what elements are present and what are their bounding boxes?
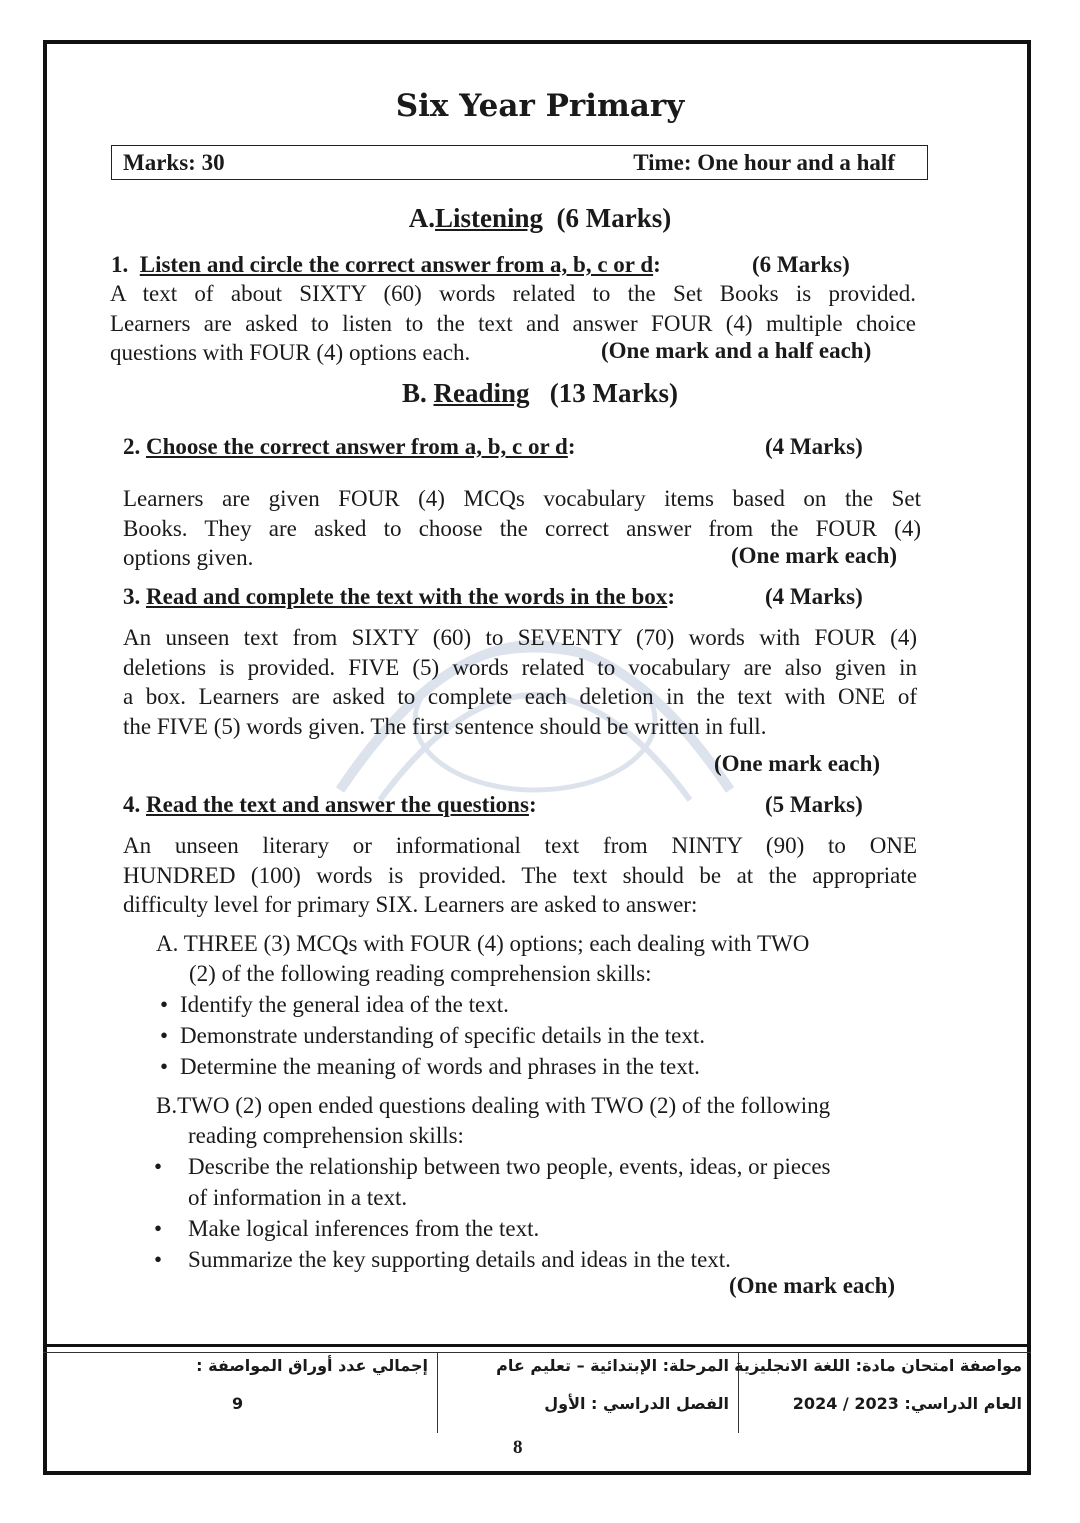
question-1-note: (One mark and a half each) xyxy=(601,338,872,363)
footer-year: العام الدراسي: 2023 / 2024 xyxy=(792,1394,1022,1413)
section-b-marks: (13 Marks) xyxy=(549,378,679,408)
footer-term: الفصل الدراسي : الأول xyxy=(544,1394,729,1413)
list-item: • Identify the general idea of the text. xyxy=(160,992,509,1017)
question-3-note: (One mark each) xyxy=(714,751,881,776)
list-item: • Describe the relationship between two people, events, ideas, or pieces xyxy=(154,1154,831,1179)
question-4-part-b: B.TWO (2) open ended questions dealing with TWO (2) of the following reading comprehension skills: xyxy=(156,1093,831,1148)
section-a-name: Listening xyxy=(434,203,544,233)
question-1-description: A text of about SIXTY (60) words related to the Set Books is provided. Learners are asked to listen to the text and answer FOUR (4) multiple choice questions with FOUR (4) options each. xyxy=(110,281,916,365)
footer-subject: مواصفة امتحان مادة: اللغة الانجليزية xyxy=(734,1356,1022,1375)
question-1-heading: 1. Listen and circle the correct answer from a, b, c or d: xyxy=(111,252,661,277)
question-2-heading: 2. Choose the correct answer from a, b, c or d: xyxy=(123,434,576,459)
footer-stage: المرحلة: الإبتدائية – تعليم عام xyxy=(496,1356,729,1375)
list-item: • Determine the meaning of words and phrases in the text. xyxy=(160,1054,700,1079)
footer-total-value: 9 xyxy=(232,1394,244,1413)
footer-total-label: إجمالي عدد أوراق المواصفة : xyxy=(196,1356,428,1375)
question-4-description: An unseen literary or informational text from NINTY (90) to ONE HUNDRED (100) words is provided. The text should be at the appropriate difficulty level for primary SIX. Learners are asked to answer: xyxy=(123,833,917,917)
question-4-note: (One mark each) xyxy=(729,1273,896,1298)
total-marks: Marks: 30 xyxy=(123,150,225,175)
question-4-marks: (5 Marks) xyxy=(765,792,863,817)
question-4-heading: 4. Read the text and answer the questions: xyxy=(123,792,537,817)
question-3-marks: (4 Marks) xyxy=(765,584,863,609)
section-a-heading: A.Listening (6 Marks) xyxy=(408,203,672,233)
part-a-skills-list xyxy=(160,989,920,1082)
page-title: Six Year Primary xyxy=(395,88,685,124)
footer-divider xyxy=(437,1353,438,1433)
question-2-note: (One mark each) xyxy=(731,543,898,568)
section-b-heading: B. Reading (13 Marks) xyxy=(401,378,679,408)
question-2-description: Learners are given FOUR (4) MCQs vocabulary items based on the Set Books. They are asked to choose the correct answer from the FOUR (4) options given. xyxy=(123,486,921,570)
list-item: • Demonstrate understanding of specific details in the text. xyxy=(160,1023,706,1048)
exam-time: Time: One hour and a half xyxy=(633,150,895,175)
page-number: 8 xyxy=(513,1437,523,1458)
list-item: • Summarize the key supporting details and ideas in the text. xyxy=(154,1247,731,1272)
marks-time-box xyxy=(111,145,928,180)
footer-rule xyxy=(43,1344,1031,1347)
question-2-marks: (4 Marks) xyxy=(765,434,863,459)
list-item: • Make logical inferences from the text. xyxy=(154,1216,540,1241)
question-3-heading: 3. Read and complete the text with the words in the box: xyxy=(123,584,675,609)
section-a-marks: (6 Marks) xyxy=(556,203,672,233)
question-3-description: An unseen text from SIXTY (60) to SEVENTY (70) words with FOUR (4) deletions is provided. FIVE (5) words related to vocabulary are also given in a box. Learners are asked to complete each deletion in the text with ONE of the FIVE (5) words given. The first sentence should be written in full. xyxy=(123,625,917,739)
list-item: of information in a text. xyxy=(188,1185,408,1210)
question-1-marks: (6 Marks) xyxy=(752,252,850,277)
part-b-skills-list xyxy=(154,1151,914,1275)
footer-rule-thin xyxy=(43,1352,1031,1353)
section-b-name: Reading xyxy=(433,378,530,408)
question-4-part-a: A. THREE (3) MCQs with FOUR (4) options; each dealing with TWO (2) of the following reading comprehension skills: xyxy=(156,931,810,986)
